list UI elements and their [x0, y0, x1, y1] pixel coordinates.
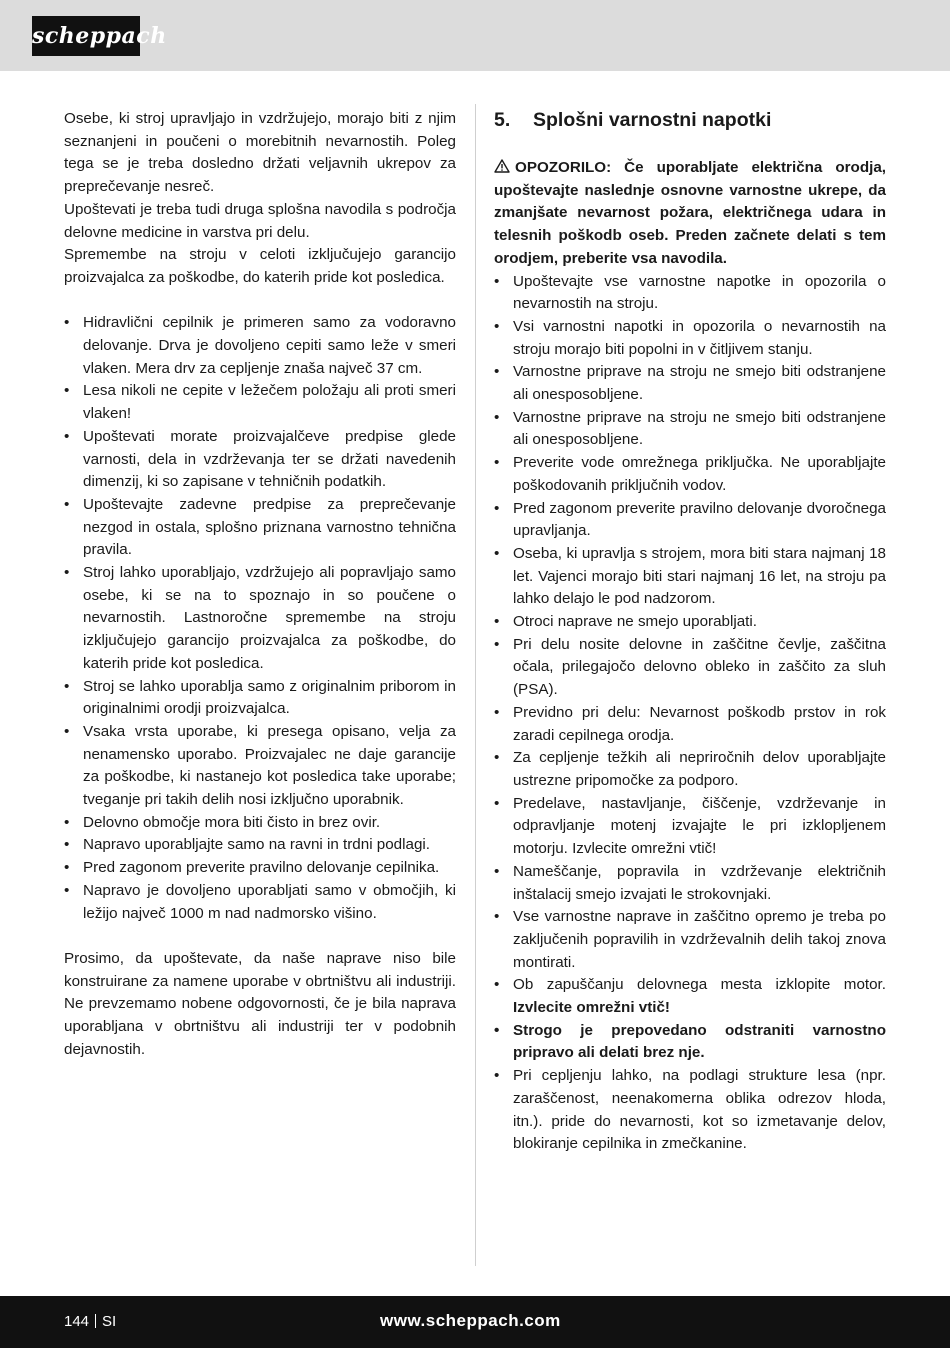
list-item: • Napravo uporabljajte samo na ravni in trdni podlagi. — [64, 834, 456, 857]
list-item: • Nameščanje, popravila in vzdrževanje električnih inštalacij smejo izvajati le strokovnjaki. — [494, 862, 886, 903]
list-item: • Stroj lahko uporabljajo, vzdržujejo ali popravljajo samo osebe, ki se na to spoznajo in so poučene o nevarnostih. Lastnoročne spremembe na stroju izključujejo garancijo proizvajalca za poškodbe, do katerih pride kot posledica. — [64, 564, 456, 672]
bullet-icon: • — [64, 677, 70, 695]
scheppach-logo: scheppach — [32, 16, 140, 56]
bullet-icon: • — [494, 363, 500, 381]
left-bullet-list — [64, 312, 456, 925]
bullet-icon: • — [494, 794, 500, 812]
list-item: • Varnostne priprave na stroju ne smejo biti odstranjene ali onesposobljene. — [494, 363, 886, 404]
right-bullet-list — [494, 271, 886, 1156]
list-item: • Vse varnostne naprave in zaščitno opremo je treba po zaključenih popravilih in vzdrževalnih delih takoj znova montirati. — [494, 908, 886, 971]
bullet-icon: • — [494, 908, 500, 926]
bold-instruction: Izvlecite omrežni vtič! — [513, 999, 670, 1017]
bullet-icon: • — [494, 544, 500, 562]
left-column — [64, 108, 456, 1062]
list-item: • Vsaka vrsta uporabe, ki presega opisano, velja za nenamensko uporabo. Proizvajalec ne daje garancije za poškodbe, ki nastanejo kot posledica take uporabe; tveganje pri takih delih nosi izključno uporabnik. — [64, 722, 456, 809]
list-item: • Predelave, nastavljanje, čiščenje, vzdrževanje in odpravljanje motenj izvajajte le pri izklopljenem motorju. Izvlecite omrežni vtič! — [494, 794, 886, 858]
page-footer — [0, 1296, 950, 1348]
list-item: • Ob zapuščanju delovnega mesta izklopite motor. Izvlecite omrežni vtič! — [494, 976, 886, 1017]
intro-paragraph: Osebe, ki stroj upravljajo in vzdržujejo, morajo biti z njim seznanjeni in poučeni o morebitnih nevarnostih. Poleg tega se je treba dosledno držati veljavnih ukrepov za preprečevanje nesreč. — [64, 110, 456, 196]
bullet-icon: • — [64, 314, 70, 332]
bullet-icon: • — [494, 317, 500, 335]
list-item: • Pred zagonom preverite pravilno delovanje dvoročnega upravljanja. — [494, 499, 886, 540]
bullet-icon: • — [64, 881, 70, 899]
bullet-icon: • — [494, 976, 500, 994]
bullet-icon: • — [494, 703, 500, 721]
section-heading — [494, 108, 886, 132]
bullet-icon: • — [494, 862, 500, 880]
bullet-icon: • — [64, 836, 70, 854]
page-header — [0, 0, 950, 71]
warning-paragraph — [494, 157, 886, 271]
intro-paragraph: Spremembe na stroju v celoti izključujejo garancijo proizvajalca za poškodbe, do katerih pride kot posledica. — [64, 246, 456, 286]
page-number: 144 — [64, 1313, 90, 1330]
website-link[interactable]: www.scheppach.com — [380, 1311, 561, 1330]
bullet-icon: • — [494, 499, 500, 517]
bullet-icon: • — [64, 382, 70, 400]
bullet-icon: • — [64, 427, 70, 445]
bullet-icon: • — [494, 635, 500, 653]
intro-paragraph: Upoštevati je treba tudi druga splošna navodila s področja delovne medicine in varstva pri delu. — [64, 200, 456, 241]
separator — [95, 1314, 96, 1328]
list-item: • Oseba, ki upravlja s strojem, mora biti stara najmanj 18 let. Vajenci morajo biti stari najmanj 16 let, na stroju pa lahko delajo le pod nadzorom. — [494, 544, 886, 608]
list-item: • Preverite vode omrežnega priključka. Ne uporabljajte poškodovanih priključnih vodov. — [494, 454, 886, 494]
bullet-icon: • — [64, 495, 70, 513]
list-item: • Pred zagonom preverite pravilno delovanje cepilnika. — [64, 857, 456, 880]
bullet-icon: • — [494, 613, 500, 631]
language-code: SI — [102, 1313, 117, 1330]
column-divider — [475, 104, 476, 1266]
list-item: • Upoštevajte zadevne predpise za preprečevanje nezgod in ostala, splošno priznana varnostno tehnična pravila. — [64, 495, 456, 559]
bullet-icon: • — [494, 454, 500, 472]
list-item: • Stroj se lahko uporablja samo z originalnim priborom in originalnimi orodji proizvajalca. — [64, 677, 456, 718]
page-number-block — [64, 1312, 116, 1332]
list-item: • Vsi varnostni napotki in opozorila o nevarnostih na stroju morajo biti popolni in v čitljivem stanju. — [494, 317, 886, 358]
warning-text: OPOZORILO: Če uporabljate električna orodja, upoštevajte naslednje osnovne varnostne ukrepe, da zmanjšate nevarnost požara, električnega udara in telesnih poškodb oseb. Preden začnete delati s tem orodjem, preberite vsa navodila. — [494, 159, 886, 267]
bullet-icon: • — [64, 564, 70, 582]
list-item: • Otroci naprave ne smejo uporabljati. — [494, 611, 886, 634]
bullet-icon: • — [64, 722, 70, 740]
list-item: • Upoštevati morate proizvajalčeve predpise glede varnosti, dela in vzdrževanja ter se držati navedenih dimenzij, ki so zapisane v tehničnih podatkih. — [64, 427, 456, 491]
list-item: • Previdno pri delu: Nevarnost poškodb prstov in rok zaradi cepilnega orodja. — [494, 703, 886, 744]
list-item: • Lesa nikoli ne cepite v ležečem položaju ali proti smeri vlaken! — [64, 382, 456, 423]
section-title: Splošni varnostni napotki — [533, 109, 772, 131]
list-item: • Upoštevajte vse varnostne napotke in opozorila o nevarnostih na stroju. — [494, 272, 886, 313]
warning-triangle-icon — [494, 159, 510, 173]
bullet-icon: • — [494, 1021, 500, 1039]
list-item: • Varnostne priprave na stroju ne smejo biti odstranjene ali onesposobljene. — [494, 408, 886, 449]
closing-paragraph: Prosimo, da upoštevate, da naše naprave niso bile konstruirane za namene uporabe v obrtništvu ali industriji. Ne prevzemamo nobene odgovornosti, če je bila naprava uporabljana v obrtništvu ali industriji ter v podobnih dejavnostih. — [64, 949, 456, 1058]
bullet-icon: • — [494, 749, 500, 767]
list-item: • Pri cepljenju lahko, na podlagi strukture lesa (npr. zaraščenost, neenakomerna oblika odrezov hloda, itn.). pride do nevarnosti, kot so izmetavanje delov, blokiranje cepilnika in zmečkanine. — [494, 1067, 886, 1153]
bullet-icon: • — [494, 272, 500, 290]
list-item: • Delovno območje mora biti čisto in brez ovir. — [64, 812, 456, 835]
right-column — [494, 108, 886, 1156]
section-number: 5. — [494, 109, 511, 131]
list-item: • Pri delu nosite delovne in zaščitne čevlje, zaščitna očala, prilegajočo delovno obleko in zaščito za sluh (PSA). — [494, 635, 886, 699]
list-item: • Strogo je prepovedano odstraniti varnostno pripravo ali delati brez nje. — [494, 1021, 886, 1062]
list-item: • Za cepljenje težkih ali nepriročnih delov uporabljajte ustrezne pripomočke za podporo. — [494, 749, 886, 789]
list-item: • Hidravlični cepilnik je primeren samo za vodoravno delovanje. Drva je dovoljeno cepiti samo leže v smeri vlaken. Mera drv za cepljenje znaša največ 37 cm. — [64, 314, 456, 377]
bullet-icon: • — [64, 813, 70, 831]
list-item: • Napravo je dovoljeno uporabljati samo v območjih, ki ležijo največ 1000 m nad nadmorsko višino. — [64, 881, 456, 922]
bullet-icon: • — [494, 1067, 500, 1085]
bullet-icon: • — [64, 859, 70, 877]
bullet-icon: • — [494, 408, 500, 426]
